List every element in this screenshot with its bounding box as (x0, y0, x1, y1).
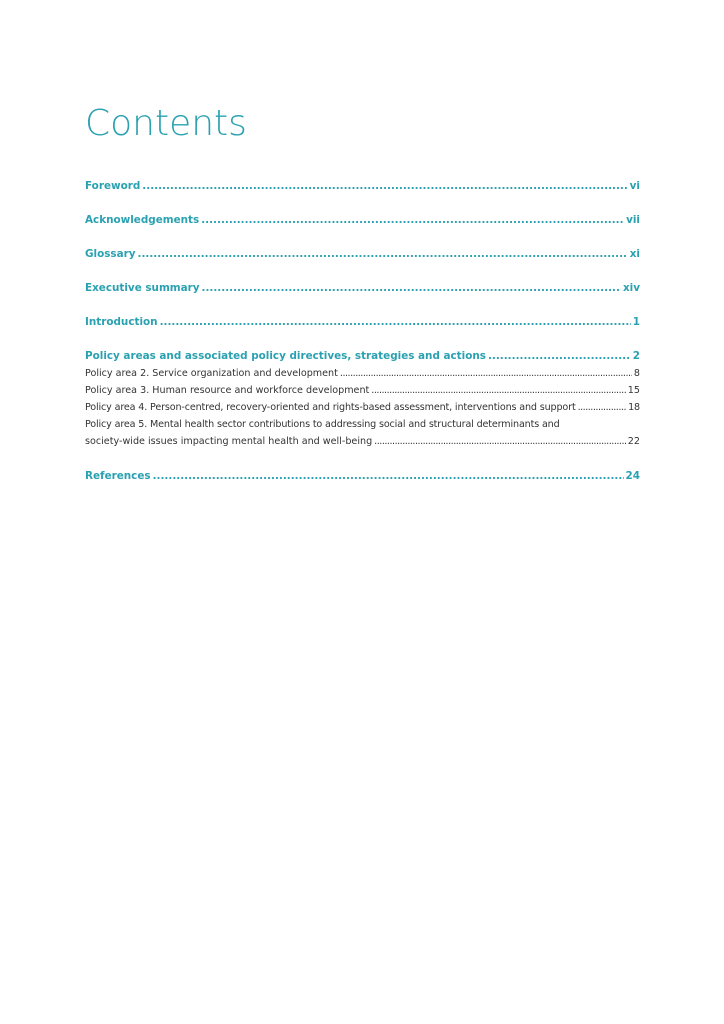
toc-entry-policy-area-4[interactable] (85, 399, 640, 416)
toc-entry-references[interactable] (85, 468, 640, 484)
toc-entry-executive-summary[interactable] (85, 280, 640, 296)
toc-entry-acknowledgements[interactable] (85, 212, 640, 228)
toc-label: Policy area 2. Service organization and development (85, 368, 338, 379)
dot-leader (202, 280, 621, 296)
toc-entry-foreword[interactable] (85, 178, 640, 194)
toc-label: Foreword (85, 180, 141, 192)
toc-label: Glossary (85, 248, 136, 260)
toc-page-number: vi (629, 180, 640, 192)
toc-page-number: 1 (632, 316, 640, 328)
toc-label: Policy area 4. Person-centred, recovery-oriented and rights-based assessment, interventions and support (85, 402, 576, 413)
toc-entry-policy-area-5[interactable] (85, 416, 640, 450)
toc-label: Policy area 3. Human resource and workforce development (85, 385, 370, 396)
toc-entry-policy-area-3[interactable] (85, 382, 640, 399)
toc-label-line-2-row (85, 433, 640, 450)
dot-leader (374, 433, 626, 450)
toc-page-number: xiv (622, 282, 640, 294)
dot-leader (340, 365, 632, 382)
dot-leader (160, 314, 631, 330)
dot-leader (371, 382, 625, 399)
toc-label-line-1: Policy area 5. Mental health sector contributions to addressing social and structural determinants and (85, 419, 560, 430)
dot-leader (578, 399, 627, 416)
dot-leader (138, 246, 628, 262)
toc-page-number: xi (629, 248, 640, 260)
dot-leader (488, 348, 631, 364)
dot-leader (142, 178, 627, 194)
toc-entry-policy-area-2[interactable] (85, 365, 640, 382)
toc-page-number: 2 (632, 350, 640, 362)
toc-label: Executive summary (85, 282, 200, 294)
toc-page-number: 24 (625, 470, 640, 482)
toc-label: Introduction (85, 316, 158, 328)
toc-page-number: vii (626, 214, 640, 226)
toc-label: Acknowledgements (85, 214, 200, 226)
toc-label-line-2: society-wide issues impacting mental health and well-being (85, 436, 373, 447)
toc-page-number: 8 (633, 368, 640, 379)
toc-entry-glossary[interactable] (85, 246, 640, 262)
dot-leader (153, 468, 624, 484)
toc-entry-introduction[interactable] (85, 314, 640, 330)
dot-leader (201, 212, 624, 228)
toc-page-number: 22 (627, 436, 640, 447)
toc-entry-policy-areas[interactable] (85, 348, 640, 364)
toc-label: References (85, 470, 151, 482)
toc-page-number: 15 (627, 385, 640, 396)
toc-label: Policy areas and associated policy directives, strategies and actions (85, 350, 486, 362)
toc-page-number: 18 (628, 402, 640, 413)
page-title: Contents (85, 103, 247, 144)
contents-page (85, 100, 640, 502)
